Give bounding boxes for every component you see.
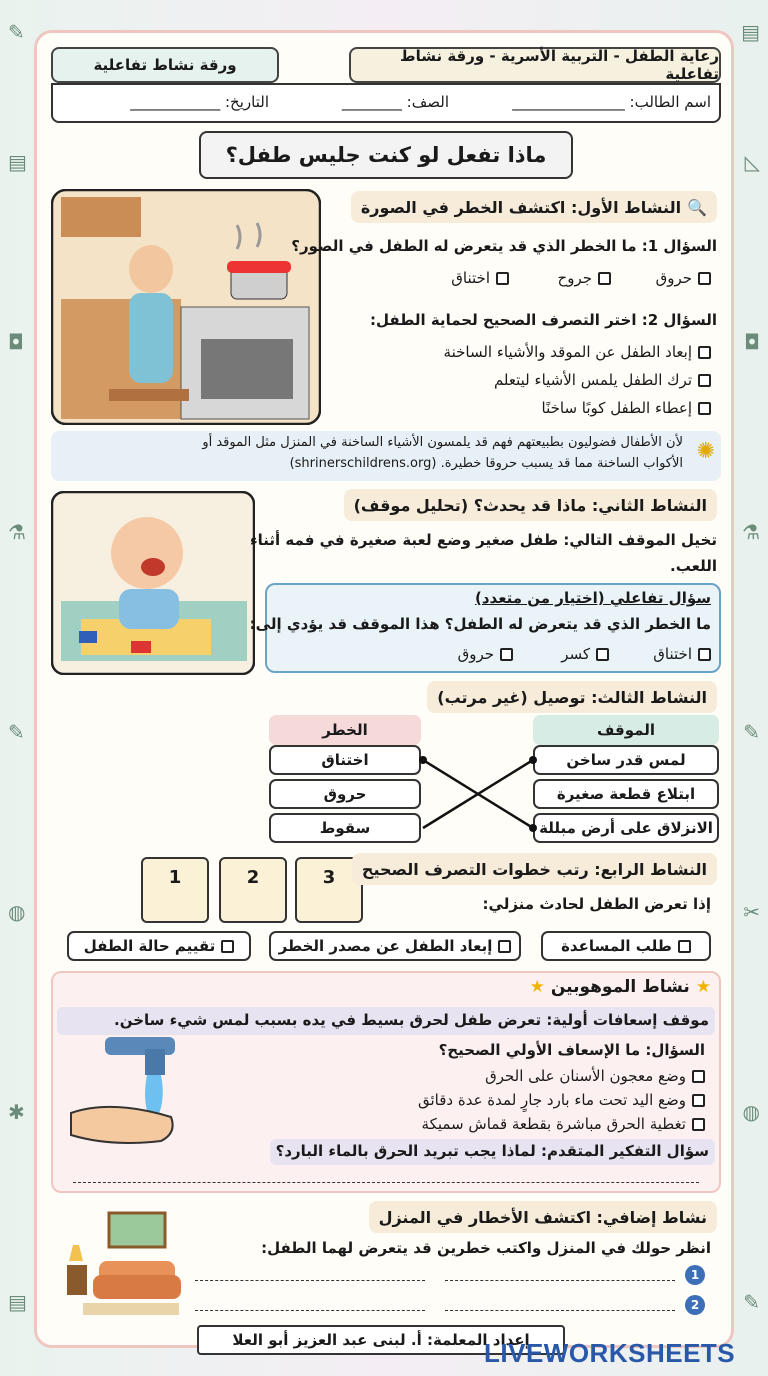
gifted-section bbox=[51, 971, 721, 1193]
flask-icon: ⚗ bbox=[8, 520, 26, 544]
pencil-icon: ✎ bbox=[8, 20, 25, 44]
number-badge: 1 bbox=[685, 1265, 705, 1285]
living-room-illustration bbox=[63, 1209, 183, 1319]
step-option[interactable]: إبعاد الطفل عن مصدر الخطر bbox=[269, 931, 521, 961]
choking-option[interactable]: حروق bbox=[458, 645, 513, 663]
scenario-text: اللعب. bbox=[670, 557, 717, 575]
order-box[interactable]: 2 bbox=[219, 857, 287, 923]
danger-item[interactable]: حروق bbox=[269, 779, 421, 809]
date-field[interactable]: التاريخ: ____________ bbox=[130, 93, 269, 111]
number-badge: 2 bbox=[685, 1295, 705, 1315]
answer-line[interactable] bbox=[195, 1279, 425, 1281]
interactive-question-box bbox=[249, 583, 721, 673]
bag-icon: ◘ bbox=[8, 330, 24, 354]
scenario-text: تخيل الموقف التالي: طفل صغير وضع لعبة صغيرة في فمه أثناء bbox=[250, 531, 717, 549]
step-option[interactable]: تقييم حالة الطفل bbox=[67, 931, 251, 961]
advanced-banner: سؤال التفكير المتقدم: لماذا يجب تبريد الحرق بالماء البارد؟ bbox=[270, 1139, 715, 1165]
bag-icon: ◘ bbox=[744, 330, 760, 354]
magnifier-icon: 🔍 bbox=[687, 197, 707, 217]
student-info-row bbox=[51, 83, 721, 123]
firstaid-option[interactable]: وضع معجون الأسنان على الحرق bbox=[485, 1067, 705, 1085]
ruler-icon: ◺ bbox=[744, 150, 760, 174]
activity2-title: النشاط الثاني: ماذا قد يحدث؟ (تحليل موقف) bbox=[344, 489, 717, 521]
book-icon: ▤ bbox=[8, 150, 27, 174]
gifted-question: السؤال: ما الإسعاف الأولي الصحيح؟ bbox=[438, 1041, 705, 1059]
tip-text: لأن الأطفال فضوليون بطبيعتهم فهم قد يلمسون الأشياء الساخنة في المنزل مثل الموقد أو bbox=[202, 435, 683, 450]
flask-icon: ⚗ bbox=[742, 520, 760, 544]
activity4-title: النشاط الرابع: رتب خطوات التصرف الصحيح bbox=[352, 853, 717, 885]
danger-header: الخطر bbox=[269, 715, 421, 745]
choking-option[interactable]: اختناق bbox=[653, 645, 711, 663]
answer-line[interactable] bbox=[445, 1309, 675, 1311]
q2-option[interactable]: إعطاء الطفل كوبًا ساخنًا bbox=[542, 399, 711, 417]
globe-icon: ◍ bbox=[742, 1100, 760, 1124]
class-field[interactable]: الصف: ________ bbox=[341, 93, 449, 111]
activity1-q1: السؤال 1: ما الخطر الذي قد يتعرض له الطفل في الصور؟ bbox=[291, 237, 717, 255]
pencil-icon: ✎ bbox=[743, 720, 760, 744]
box-title: سؤال تفاعلي (اختيار من متعدد) bbox=[474, 589, 711, 607]
box-question: ما الخطر الذي قد يتعرض له الطفل؟ هذا الموقف قد يؤدي إلى: bbox=[249, 615, 711, 633]
tip-text: الأكواب الساخنة مما قد يسبب حروقا خطيرة. (shrinerschildrens.org) bbox=[289, 456, 683, 471]
q2-option[interactable]: ترك الطفل يلمس الأشياء ليتعلم bbox=[494, 371, 711, 389]
subject-banner: رعاية الطفل - التربية الأسرية - ورقة نشاط تفاعلية bbox=[349, 47, 721, 83]
situation-banner: موقف إسعافات أولية: تعرض طفل لحرق بسيط في يده بسبب لمس شيء ساخن. bbox=[57, 1007, 715, 1035]
situation-item[interactable]: لمس قدر ساخن bbox=[533, 745, 719, 775]
situation-item[interactable]: ابتلاع قطعة صغيرة bbox=[533, 779, 719, 809]
activity3-title: النشاط الثالث: توصيل (غير مرتب) bbox=[427, 681, 717, 713]
star-icon: ★ bbox=[529, 977, 545, 997]
kitchen-illustration bbox=[51, 189, 321, 425]
matching-lines bbox=[417, 745, 537, 845]
q1-option[interactable]: جروح bbox=[558, 269, 611, 287]
answer-line[interactable] bbox=[195, 1309, 425, 1311]
answer-line[interactable] bbox=[73, 1181, 699, 1183]
activity4-prompt: إذا تعرض الطفل لحادث منزلي: bbox=[482, 895, 711, 913]
activity1-q2: السؤال 2: اختر التصرف الصحيح لحماية الطفل: bbox=[370, 311, 717, 329]
choking-option[interactable]: كسر bbox=[561, 645, 609, 663]
worksheet-badge: ورقة نشاط تفاعلية bbox=[51, 47, 279, 83]
extra-prompt: انظر حولك في المنزل واكتب خطرين قد يتعرض لهما الطفل: bbox=[261, 1239, 711, 1257]
baby-choking-illustration bbox=[51, 491, 255, 675]
bulb-icon: ✺ bbox=[696, 439, 715, 464]
order-box[interactable]: 3 bbox=[295, 857, 363, 923]
teacher-credit: إعداد المعلمة: أ. لبنى عبد العزيز أبو العلا bbox=[197, 1325, 565, 1355]
danger-item[interactable]: اختناق bbox=[269, 745, 421, 775]
book-icon: ▤ bbox=[8, 1290, 27, 1314]
page-title: ماذا تفعل لو كنت جليس طفل؟ bbox=[199, 131, 573, 179]
danger-item[interactable]: سقوط bbox=[269, 813, 421, 843]
hand-water-illustration bbox=[65, 1029, 185, 1149]
q1-option[interactable]: اختناق bbox=[451, 269, 509, 287]
tip-box bbox=[51, 431, 721, 481]
liveworksheets-logo[interactable]: LIVEWORKSHEETS bbox=[484, 1338, 736, 1368]
situation-header: الموقف bbox=[533, 715, 719, 745]
firstaid-option[interactable]: تغطية الحرق مباشرة بقطعة قماش سميكة bbox=[422, 1115, 705, 1133]
step-option[interactable]: طلب المساعدة bbox=[541, 931, 711, 961]
order-box[interactable]: 1 bbox=[141, 857, 209, 923]
pencil-icon: ✎ bbox=[743, 1290, 760, 1314]
q1-option[interactable]: حروق bbox=[656, 269, 711, 287]
globe-icon: ◍ bbox=[8, 900, 26, 924]
student-name-field[interactable]: اسم الطالب: _______________ bbox=[512, 93, 711, 111]
answer-line[interactable] bbox=[445, 1279, 675, 1281]
book-icon: ▤ bbox=[741, 20, 760, 44]
star-icon: ★ bbox=[695, 977, 711, 997]
bulb-icon: ✱ bbox=[8, 1100, 25, 1124]
situation-item[interactable]: الانزلاق على أرض مبللة bbox=[533, 813, 719, 843]
scissors-icon: ✂ bbox=[743, 900, 760, 924]
worksheet-page bbox=[34, 30, 734, 1348]
firstaid-option[interactable]: وضع اليد تحت ماء بارد جارٍ لمدة عدة دقائق bbox=[418, 1091, 705, 1109]
gifted-title: ★ نشاط الموهوبين ★ bbox=[529, 977, 711, 997]
ruler-icon: ✎ bbox=[8, 720, 25, 744]
q2-option[interactable]: إبعاد الطفل عن الموقد والأشياء الساخنة bbox=[444, 343, 711, 361]
activity1-title: 🔍 النشاط الأول: اكتشف الخطر في الصورة bbox=[351, 191, 717, 223]
extra-title: نشاط إضافي: اكتشف الأخطار في المنزل bbox=[369, 1201, 717, 1233]
